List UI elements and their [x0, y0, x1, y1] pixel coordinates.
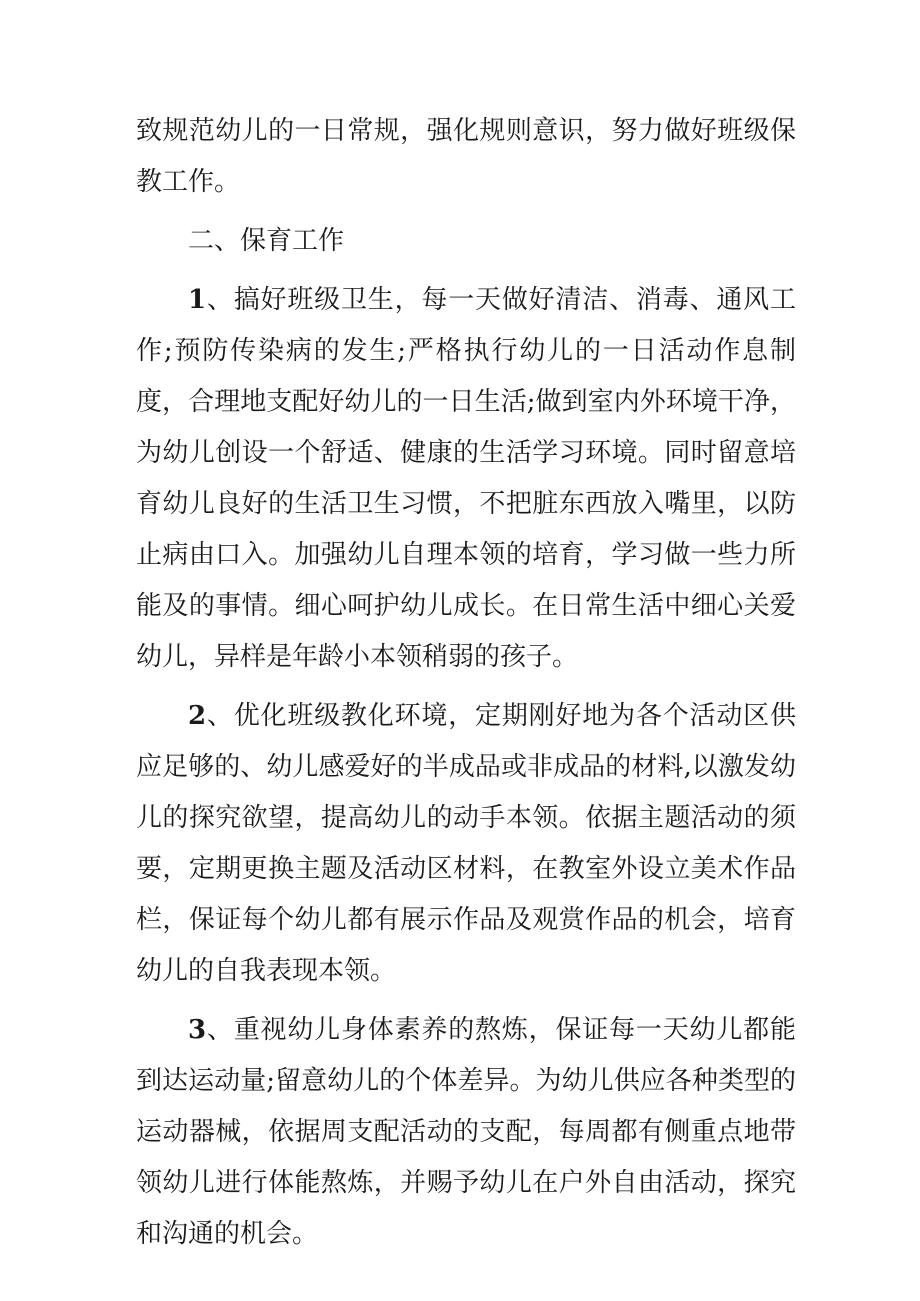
item-number: 3	[188, 1015, 207, 1045]
item-number: 2	[188, 701, 207, 731]
paragraph-continuation	[136, 106, 796, 208]
paragraph-text: 、搞好班级卫生，每一天做好清洁、消毒、通风工作;预防传染病的发生;严格执行幼儿的一日活动作息制度，合理地支配好幼儿的一日生活;做到室内外环境干净，为幼儿创设一个舒适、健康的生活学习环境。同时留意培育幼儿良好的生活卫生习惯，不把脏东西放入嘴里，以防止病由口入。加强幼儿自理本领的培育，学习做一些力所能及的事情。细心呵护幼儿成长。在日常生活中细心关爱幼儿，异样是年龄小本领稍弱的孩子。	[136, 285, 796, 672]
paragraph-item-1	[136, 275, 796, 683]
item-number: 1	[188, 285, 207, 315]
document-body	[136, 106, 796, 1268]
section-heading-text: 二、保育工作	[188, 226, 345, 256]
paragraph-item-2	[136, 691, 796, 997]
paragraph-text: 、重视幼儿身体素养的熬炼，保证每一天幼儿都能到达运动量;留意幼儿的个体差异。为幼儿供应各种类型的运动器械，依据周支配活动的支配，每周都有侧重点地带领幼儿进行体能熬炼，并赐予幼儿在户外自由活动，探究和沟通的机会。	[136, 1015, 796, 1249]
paragraph-item-3	[136, 1005, 796, 1260]
paragraph-text: 、优化班级教化环境，定期刚好地为各个活动区供应足够的、幼儿感爱好的半成品或非成品的材料,以激发幼儿的探究欲望，提高幼儿的动手本领。依据主题活动的须要，定期更换主题及活动区材料，在教室外设立美术作品栏，保证每个幼儿都有展示作品及观赏作品的机会，培育幼儿的自我表现本领。	[136, 701, 796, 986]
paragraph-text: 致规范幼儿的一日常规，强化规则意识，努力做好班级保教工作。	[136, 116, 796, 197]
section-heading-childcare	[136, 216, 796, 267]
